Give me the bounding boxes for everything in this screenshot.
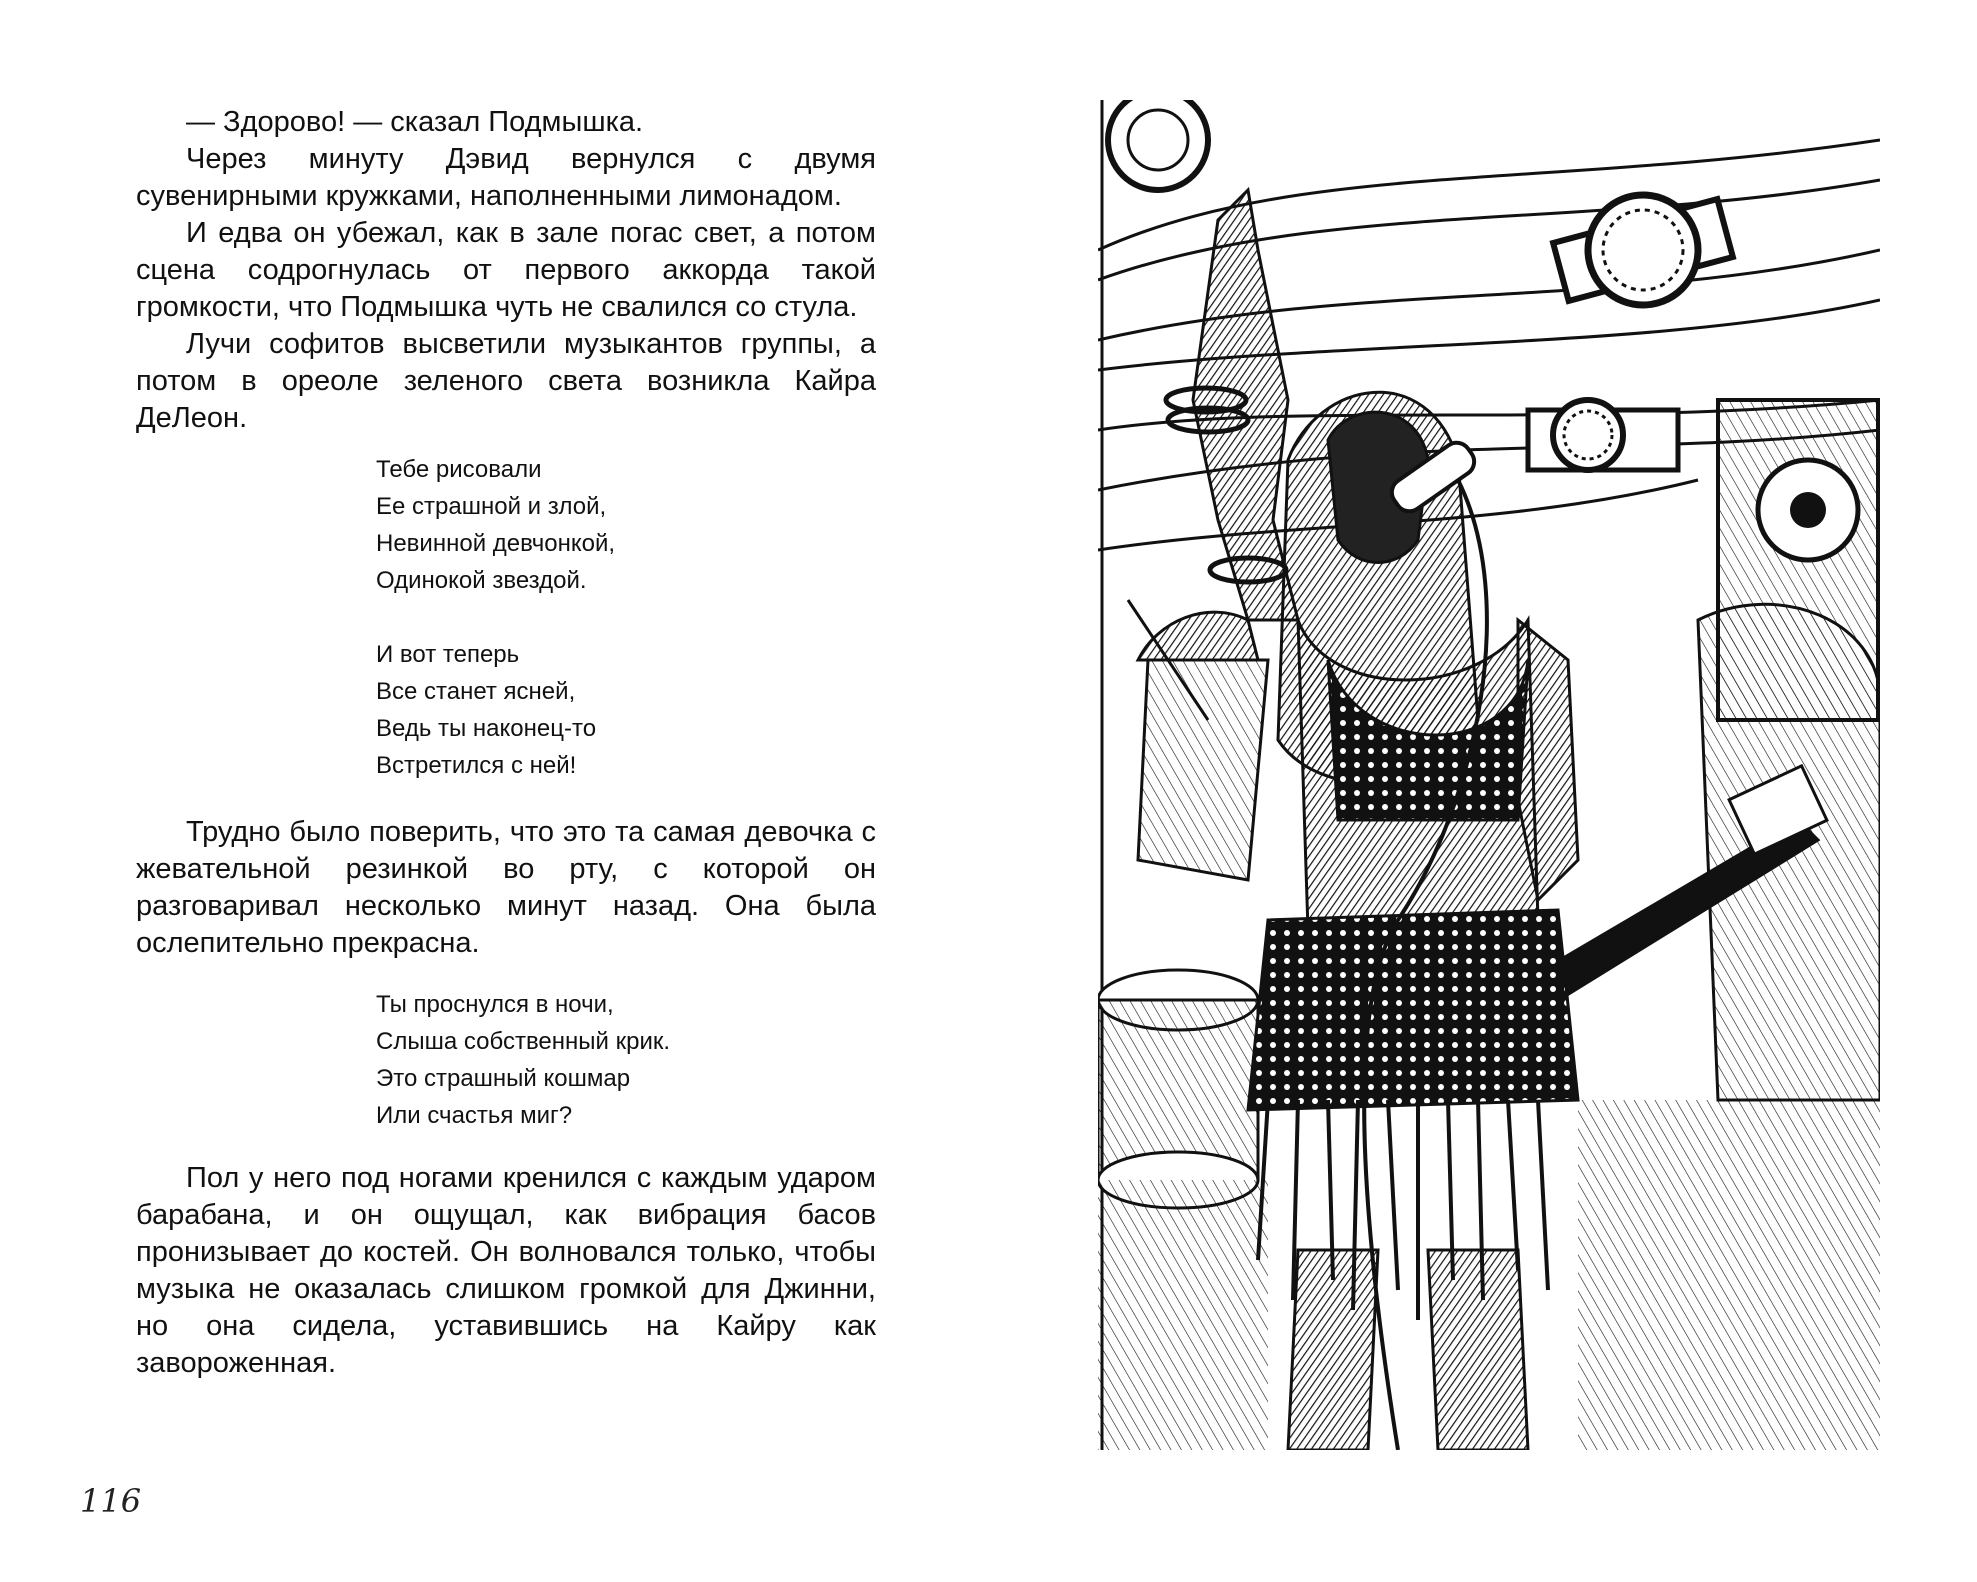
spotlight-small (1528, 400, 1678, 470)
verse-line: Ведь ты наконец-то (376, 715, 597, 742)
song-verse-1 (376, 451, 876, 784)
spotlight-left (1108, 100, 1208, 190)
paragraph-5: Трудно было поверить, что это та самая девочка с жевательной резинкой во рту, с которой он разговаривал несколько минут назад. Она была ослепительно прекрасна. (136, 816, 876, 959)
verse-line: Одинокой звездой. (376, 567, 587, 594)
stage-floor-left (1098, 1180, 1268, 1450)
stanza-gap (376, 599, 876, 636)
verse-line: И вот теперь (376, 641, 520, 668)
paragraph-2: Через минуту Дэвид вернулся с двумя сувенирными кружками, наполненными лимонадом. (136, 143, 876, 212)
stage-floor-right (1578, 1100, 1880, 1450)
singer-illustration (1098, 100, 1880, 1450)
text-column (136, 104, 876, 1382)
verse-line: Невинной девчонкой, (376, 530, 616, 557)
verse-line: Слыша собственный крик. (376, 1028, 671, 1055)
paragraph-3: И едва он убежал, как в зале погас свет, а потом сцена содрогнулась от первого аккорда такой громкости, что Подмышка чуть не свалился со стула. (136, 217, 876, 323)
page-number: 116 (80, 1482, 142, 1520)
paragraph-6: Пол у него под ногами кренился с каждым ударом барабана, и он ощущал, как вибрация басов пронизывает до костей. Он волновался только, чтобы музыка не оказалась слишком громкой для Джинни, но она сидела, уставившись на Кайру как завороженная. (136, 1162, 876, 1379)
verse-line: Это страшный кошмар (376, 1065, 631, 1092)
verse-line: Или счастья миг? (376, 1102, 573, 1129)
verse-line: Ты проснулся в ночи, (376, 991, 614, 1018)
verse-line: Встретился с ней! (376, 752, 577, 779)
verse-line: Ее страшной и злой, (376, 493, 607, 520)
verse-line: Тебе рисовали (376, 456, 542, 483)
song-verse-2 (376, 986, 876, 1134)
paragraph-4: Лучи софитов высветили музыкантов группы, а потом в ореоле зеленого света возникла Кайра ДеЛеон. (136, 328, 876, 434)
verse-line: Все станет ясней, (376, 678, 576, 705)
paragraph-1: — Здорово! — сказал Подмышка. (186, 106, 644, 138)
illustration-drawing (1098, 100, 1880, 1450)
